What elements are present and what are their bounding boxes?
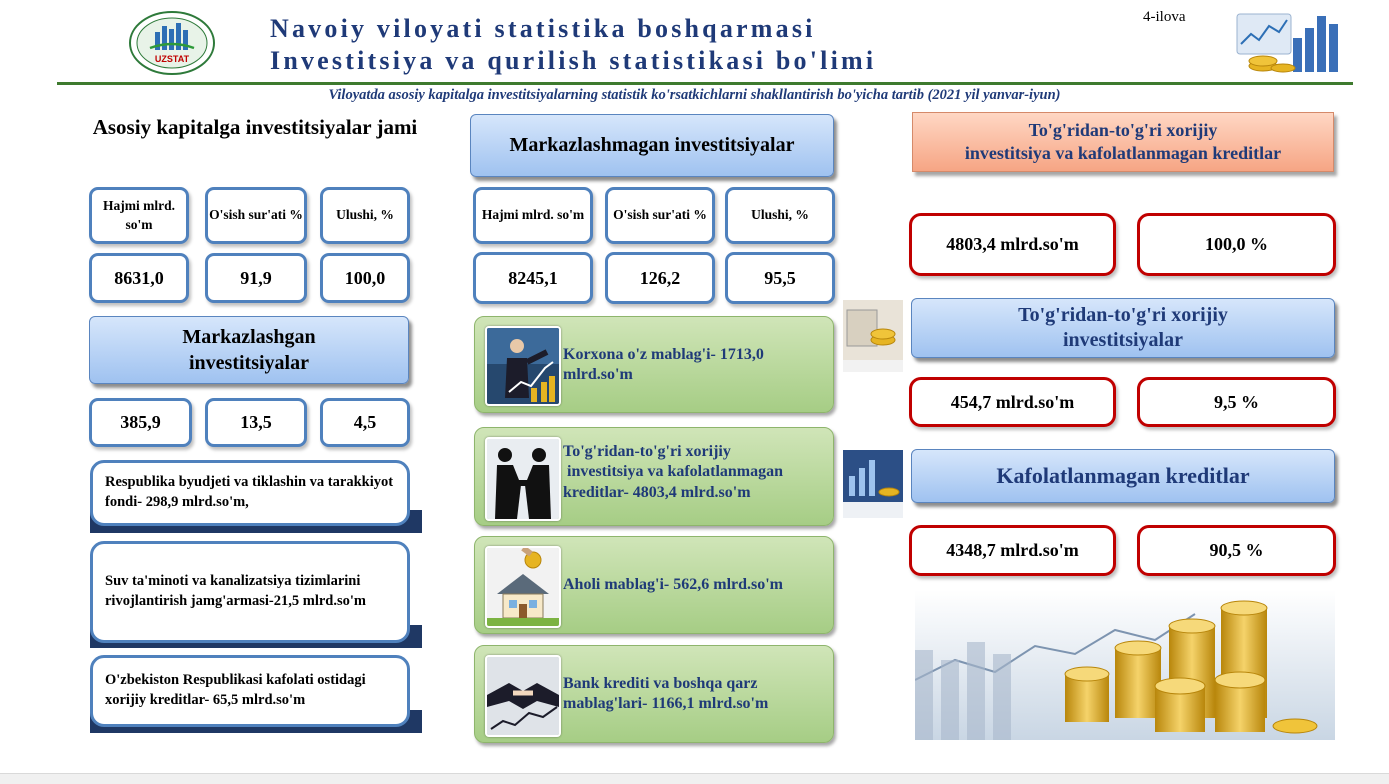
unsecured-credits-heading: Kafolatlanmagan kreditlar — [911, 449, 1335, 503]
total-volume-value: 8631,0 — [89, 253, 189, 303]
title-line-1: Navoiy viloyati statistika boshqarmasi — [270, 14, 816, 43]
source-bank-line2: mablag'lari- 1166,1 mlrd.so'm — [563, 695, 769, 713]
decentral-share-value: 95,5 — [725, 252, 835, 304]
source-bank-line1: Bank krediti va boshqa qarz — [563, 675, 758, 692]
money-calculator-icon — [843, 300, 903, 372]
source-foreign-investment — [474, 427, 834, 526]
foreign-heading-line1: To'g'ridan-to'g'ri xorijiy — [1028, 119, 1218, 140]
svg-text:UZSTAT: UZSTAT — [154, 54, 190, 64]
total-investment-heading: Asosiy kapitalga investitsiyalar jami — [92, 115, 418, 139]
decentral-share-label: Ulushi, % — [725, 187, 835, 244]
centralized-growth-value: 13,5 — [205, 398, 307, 447]
total-share-label: Ulushi, % — [320, 187, 410, 244]
annex-label: 4-ilova — [1143, 9, 1186, 25]
subtitle: Viloyatda asosiy kapitalga investitsiyalarning statistik ko'rsatkichlarni shakllantirish bo'yicha tartib (2021 yil yanvar-iyun) — [328, 87, 1061, 103]
decentral-volume-value: 8245,1 — [473, 252, 593, 304]
centralized-share-value: 4,5 — [320, 398, 410, 447]
foreign-investment-total-heading — [912, 112, 1334, 172]
coins-illustration — [915, 590, 1335, 740]
source-enterprise-funds — [474, 316, 834, 413]
decentral-volume-label: Hajmi mlrd. so'm — [473, 187, 593, 244]
source-foreign-line2: investitsiya va kafolatlanmagan kreditlar- 4803,4 mlrd.so'm — [563, 463, 788, 501]
total-growth-label: O'sish sur'ati % — [205, 187, 307, 244]
item-water-fund: Suv ta'minoti va kanalizatsiya tizimlarini rivojlantirish jamg'armasi-21,5 mlrd.so'm — [90, 541, 410, 643]
header-divider — [57, 82, 1353, 85]
decentral-growth-value: 126,2 — [605, 252, 715, 304]
credits-share: 90,5 % — [1137, 525, 1336, 576]
fdi-heading: To'g'ridan-to'g'ri xorijiy investitsiyalar — [911, 298, 1335, 358]
source-bank-credit — [474, 645, 834, 743]
centralized-heading: Markazlashgan investitsiyalar — [89, 316, 409, 384]
item-republic-budget: Respublika byudjeti va tiklashin va tarakkiyot fondi- 298,9 mlrd.so'm, — [90, 460, 410, 526]
total-growth-value: 91,9 — [205, 253, 307, 303]
fdi-share: 9,5 % — [1137, 377, 1336, 427]
decentral-growth-label: O'sish sur'ati % — [605, 187, 715, 244]
uzstat-logo — [128, 10, 216, 76]
credits-volume: 4348,7 mlrd.so'm — [909, 525, 1116, 576]
source-population-funds — [474, 536, 834, 634]
bottom-band — [0, 773, 1389, 784]
handshake-icon — [485, 437, 561, 521]
source-population-line1: Aholi mablag'i- 562,6 mlrd.so'm — [563, 576, 784, 593]
foreign-total-volume: 4803,4 mlrd.so'm — [909, 213, 1116, 276]
source-enterprise-line2: mlrd.so'm — [563, 366, 633, 384]
foreign-total-share: 100,0 % — [1137, 213, 1336, 276]
source-foreign-line1: To'g'ridan-to'g'ri xorijiy — [563, 443, 731, 460]
coins-chart-icon — [843, 450, 903, 518]
house-coin-icon — [485, 546, 561, 628]
businessman-chart-icon — [485, 326, 561, 406]
source-enterprise-line1: Korxona o'z mablag'i- 1713,0 — [563, 346, 764, 363]
total-share-value: 100,0 — [320, 253, 410, 303]
title-line-2: Investitsiya va qurilish statistikasi bo'limi — [270, 46, 877, 75]
item-foreign-credits: O'zbekiston Respublikasi kafolati ostidagi xorijiy kreditlar- 65,5 mlrd.so'm — [90, 655, 410, 727]
centralized-volume-value: 385,9 — [89, 398, 192, 447]
decentralized-heading: Markazlashmagan investitsiyalar — [470, 114, 834, 177]
total-volume-label: Hajmi mlrd. so'm — [89, 187, 189, 244]
chart-coins-icon — [1233, 8, 1353, 76]
bank-handshake-icon — [485, 655, 561, 737]
foreign-heading-line2: investitsiya va kafolatlanmagan kreditlar — [964, 143, 1282, 163]
fdi-volume: 454,7 mlrd.so'm — [909, 377, 1116, 427]
